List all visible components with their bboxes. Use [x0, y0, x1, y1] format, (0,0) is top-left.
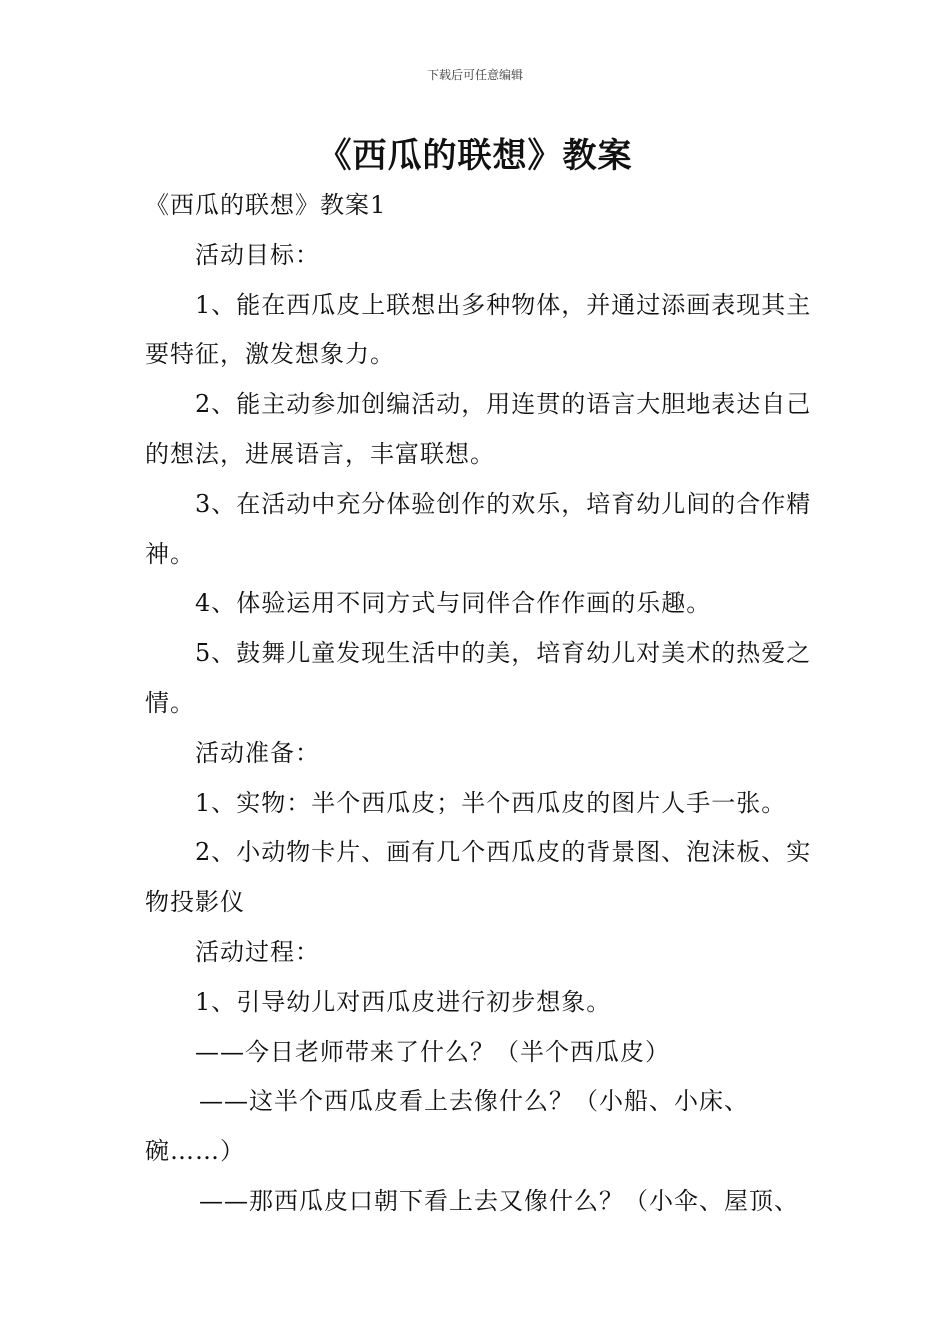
process-step-1: 1、引导幼儿对西瓜皮进行初步想象。: [195, 987, 612, 1016]
goal-item-5: 5、鼓舞儿童发现生活中的美，培育幼儿对美术的热爱之情。: [145, 639, 812, 717]
header-note: 下载后可任意编辑: [426, 68, 523, 82]
subheading-goals: 活动目标：: [195, 240, 320, 269]
dialogue-line-1: ——今日老师带来了什么？（半个西瓜皮）: [195, 1037, 670, 1066]
document-body: [145, 181, 817, 1227]
preparation-item-2: 2、小动物卡片、画有几个西瓜皮的背景图、泡沫板、实物投影仪: [145, 838, 812, 917]
subheading-preparation: 活动准备：: [195, 738, 320, 767]
dialogue-line-2: ——这半个西瓜皮看上去像什么？（小船、小床、碗……）: [145, 1087, 749, 1166]
goal-item-3: 3、在活动中充分体验创作的欢乐，培育幼儿间的合作精神。: [145, 489, 812, 568]
goal-item-4: 4、体验运用不同方式与同伴合作作画的乐趣。: [195, 589, 712, 618]
dialogue-line-3: ——那西瓜皮口朝下看上去又像什么？（小伞、屋顶、: [199, 1186, 799, 1215]
section-heading: 《西瓜的联想》教案1: [145, 191, 387, 219]
goal-item-2: 2、能主动参加创编活动，用连贯的语言大胆地表达自己的想法，进展语言，丰富联想。: [145, 390, 812, 468]
goal-item-1: 1、能在西瓜皮上联想出多种物体，并通过添画表现其主要特征，激发想象力。: [145, 290, 812, 369]
preparation-item-1: 1、实物：半个西瓜皮；半个西瓜皮的图片人手一张。: [195, 788, 787, 817]
subheading-process: 活动过程：: [195, 937, 320, 966]
document-title: 《西瓜的联想》教案: [317, 136, 633, 176]
